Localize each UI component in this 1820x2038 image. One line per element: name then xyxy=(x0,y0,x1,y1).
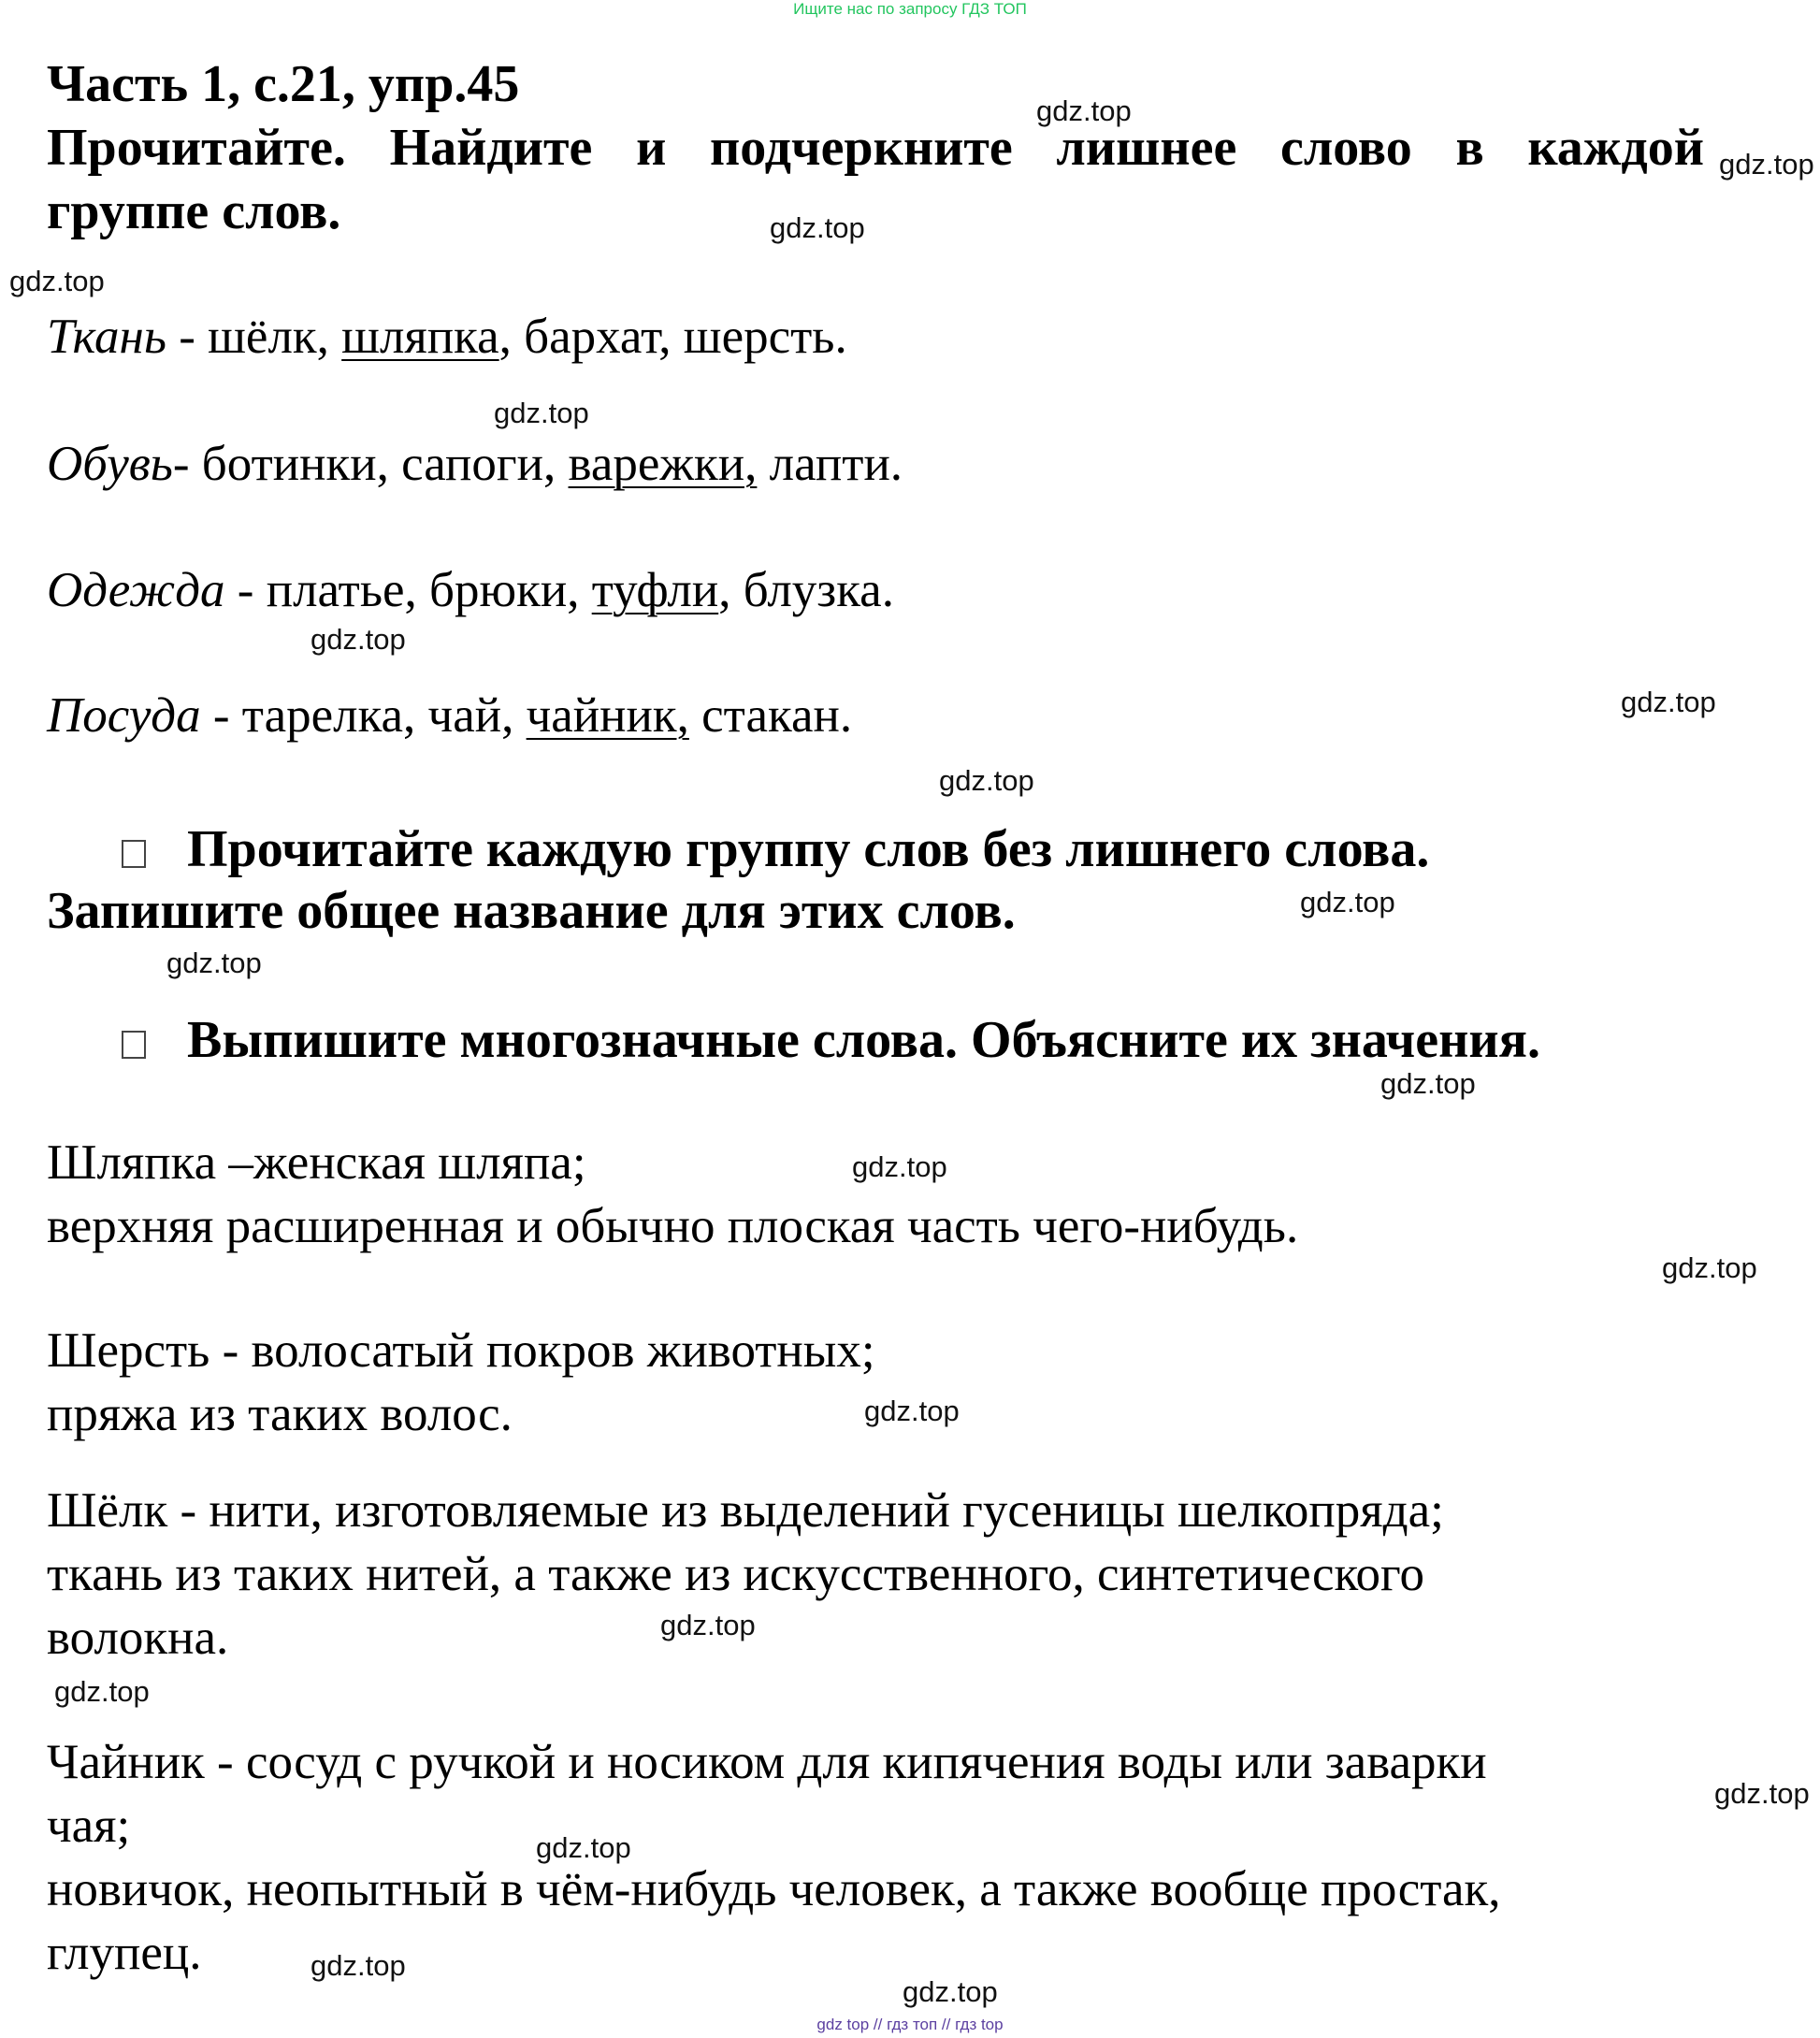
watermark: gdz.top xyxy=(864,1395,960,1427)
extra-word-underlined: варежки, xyxy=(568,437,758,491)
watermark: gdz.top xyxy=(54,1675,150,1708)
extra-word-underlined: туфли xyxy=(591,563,719,617)
watermark: gdz.top xyxy=(1719,148,1814,181)
definition-line: Шляпка –женская шляпа; xyxy=(47,1135,586,1190)
watermark: gdz.top xyxy=(660,1609,756,1641)
definition-line: верхняя расширенная и обычно плоская часть чего-нибудь. xyxy=(47,1199,1299,1253)
group-words: лапти. xyxy=(757,437,903,491)
task-line-2: группе слов. xyxy=(47,182,341,240)
definition-line: Шёлк - нити, изготовляемые из выделений гусеницы шелкопряда; xyxy=(47,1483,1444,1538)
group-separator: - xyxy=(224,563,267,617)
group-dishes xyxy=(47,687,852,744)
top-search-note: Ищите нас по запросу ГДЗ ТОП xyxy=(793,0,1027,18)
watermark: gdz.top xyxy=(852,1150,947,1183)
group-separator: - xyxy=(172,437,202,491)
extra-word-underlined: чайник, xyxy=(526,688,689,743)
group-category: Ткань xyxy=(47,310,166,364)
definition-line: ткань из таких нитей, а также из искусственного, синтетического xyxy=(47,1547,1424,1601)
watermark: gdz.top xyxy=(494,397,589,429)
group-fabric xyxy=(47,309,847,365)
watermark: gdz.top xyxy=(1714,1777,1810,1810)
definition-line: волокна. xyxy=(47,1611,229,1665)
group-words: стакан. xyxy=(688,688,853,743)
definition-line: новичок, неопытный в чём-нибудь человек, а также вообще простак, xyxy=(47,1862,1501,1916)
bullet-task-2-text: Выпишите многозначные слова. Объясните их значения. xyxy=(187,1011,1540,1069)
definition-line: Чайник - сосуд с ручкой и носиком для кипячения воды или заварки xyxy=(47,1735,1487,1789)
watermark: gdz.top xyxy=(1380,1067,1476,1100)
group-words: , бархат, шерсть. xyxy=(498,310,847,364)
watermark: gdz.top xyxy=(1621,686,1716,718)
watermark: gdz.top xyxy=(536,1831,631,1864)
group-words: тарелка, чай, xyxy=(241,688,527,743)
group-clothing xyxy=(47,562,894,618)
definition-line: пряжа из таких волос. xyxy=(47,1387,513,1441)
group-category: Обувь xyxy=(47,437,173,491)
watermark: gdz.top xyxy=(166,947,262,979)
checkbox-square-icon xyxy=(122,840,146,868)
watermark: gdz.top xyxy=(1036,94,1132,127)
bullet-task-1-line-1: Прочитайте каждую группу слов без лишнего слова. xyxy=(187,820,1430,878)
footer-watermark-links[interactable]: gdz top // гдз топ // гдз top xyxy=(816,2016,1004,2033)
group-separator: - xyxy=(200,688,242,743)
watermark: gdz.top xyxy=(903,1975,998,2008)
page-title: Часть 1, с.21, упр.45 xyxy=(47,55,520,113)
definition-line: Шерсть - волосатый покров животных; xyxy=(47,1323,875,1378)
bullet-task-2 xyxy=(122,1010,1540,1070)
task-line-1: Прочитайте. Найдите и подчеркните лишнее слово в каждой xyxy=(47,119,1704,177)
definition-line: чая; xyxy=(47,1799,131,1853)
bullet-task-1 xyxy=(122,819,1429,879)
group-words: шёлк, xyxy=(208,310,342,364)
watermark: gdz.top xyxy=(939,764,1034,797)
group-category: Посуда xyxy=(47,688,201,743)
definition-line: глупец. xyxy=(47,1926,202,1980)
group-words: ботинки, сапоги, xyxy=(201,437,569,491)
watermark: gdz.top xyxy=(1300,886,1395,918)
group-category: Одежда xyxy=(47,563,225,617)
watermark: gdz.top xyxy=(9,265,105,297)
group-words: платье, брюки, xyxy=(266,563,592,617)
watermark: gdz.top xyxy=(311,623,406,656)
extra-word-underlined: шляпка xyxy=(341,310,499,364)
watermark: gdz.top xyxy=(311,1949,406,1982)
group-words: , блузка. xyxy=(718,563,894,617)
checkbox-square-icon xyxy=(122,1031,146,1059)
bullet-task-1-line-2: Запишите общее название для этих слов. xyxy=(47,882,1016,940)
watermark: gdz.top xyxy=(770,211,865,244)
group-separator: - xyxy=(166,310,209,364)
group-footwear xyxy=(47,436,903,492)
watermark: gdz.top xyxy=(1662,1251,1757,1284)
